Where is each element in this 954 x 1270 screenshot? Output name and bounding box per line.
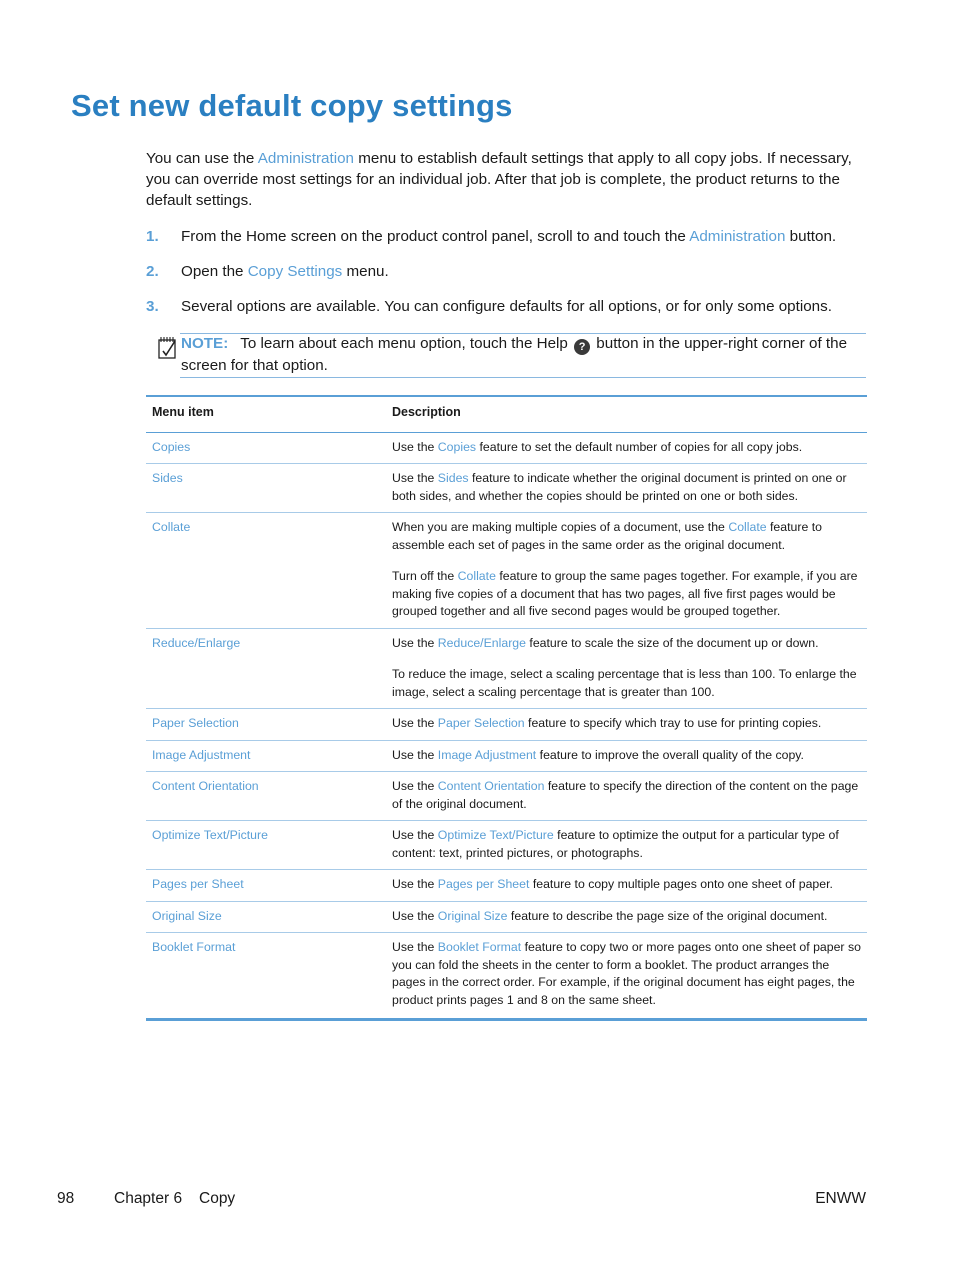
table-row xyxy=(146,464,867,513)
step-number: 3. xyxy=(146,298,159,315)
menu-item-cell[interactable]: Collate xyxy=(146,513,386,629)
description-cell xyxy=(386,513,867,629)
step-text-before: Open the xyxy=(181,263,248,280)
description-paragraph xyxy=(392,778,861,813)
description-text: Use the xyxy=(392,908,438,923)
description-paragraph xyxy=(392,939,861,1009)
description-cell xyxy=(386,821,867,870)
feature-link[interactable]: Copies xyxy=(437,439,477,454)
description-paragraph xyxy=(392,876,861,894)
description-text: feature to specify which tray to use for printing copies. xyxy=(524,716,822,730)
copy-settings-link[interactable]: Copy Settings xyxy=(247,263,343,280)
description-text: feature to optimize the output for a particular type of content: text, printed pictures, or photographs. xyxy=(392,828,839,860)
menu-item-cell[interactable]: Image Adjustment xyxy=(146,740,386,772)
feature-link[interactable]: Image Adjustment xyxy=(437,747,537,762)
menu-item-cell[interactable]: Optimize Text/Picture xyxy=(146,821,386,870)
intro-text-before: You can use the xyxy=(146,150,258,167)
table-row xyxy=(146,432,867,464)
description-text: Use the xyxy=(392,716,438,730)
description-cell xyxy=(386,464,867,513)
description-text: feature to group the same pages together. For example, if you are making five copies of a document that has two pages, all five first pages would be grouped together and all five second pages would be grouped together. xyxy=(392,569,858,618)
description-cell xyxy=(386,709,867,741)
description-text: feature to improve the overall quality of the copy. xyxy=(536,747,804,762)
description-paragraph xyxy=(392,715,861,733)
note-label: NOTE: xyxy=(181,335,229,352)
column-header-description: Description xyxy=(386,396,867,432)
menu-item-cell[interactable]: Original Size xyxy=(146,901,386,933)
help-icon: ? xyxy=(574,339,590,355)
description-text: To reduce the image, select a scaling percentage that is less than 100. To enlarge the image, select a scaling percentage that is greater than 100. xyxy=(392,667,857,699)
intro-paragraph xyxy=(146,148,861,211)
menu-item-cell[interactable]: Reduce/Enlarge xyxy=(146,628,386,709)
description-paragraph xyxy=(392,666,861,701)
step-text xyxy=(181,226,836,247)
table-row xyxy=(146,709,867,741)
description-text: Use the xyxy=(392,940,438,954)
footer-enww: ENWW xyxy=(815,1190,866,1207)
description-cell xyxy=(386,901,867,933)
step-number: 1. xyxy=(146,228,159,245)
administration-button-link[interactable]: Administration xyxy=(689,228,786,245)
menu-item-cell[interactable]: Pages per Sheet xyxy=(146,870,386,902)
description-text: Use the xyxy=(392,439,438,454)
description-text: feature to scale the size of the document up or down. xyxy=(525,635,819,650)
page-number: 98 xyxy=(57,1190,75,1207)
description-paragraph xyxy=(392,439,861,457)
description-paragraph xyxy=(392,827,861,862)
description-text: feature to indicate whether the original document is printed on one or both sides, and whether the copies should be printed on one or both sides. xyxy=(392,471,847,503)
table-row xyxy=(146,870,867,902)
feature-link[interactable]: Booklet Format xyxy=(437,940,522,954)
feature-link[interactable]: Original Size xyxy=(437,908,508,923)
description-text: feature to assemble each set of pages in the same order as the original document. xyxy=(392,520,822,552)
menu-item-cell[interactable]: Content Orientation xyxy=(146,772,386,821)
table-row xyxy=(146,628,867,709)
step-text-after: button. xyxy=(785,228,837,245)
copy-settings-table xyxy=(146,395,867,1021)
table-row xyxy=(146,740,867,772)
feature-link[interactable]: Pages per Sheet xyxy=(437,877,530,891)
description-paragraph xyxy=(392,635,861,653)
feature-link[interactable]: Collate xyxy=(457,569,496,583)
description-cell xyxy=(386,772,867,821)
description-cell xyxy=(386,933,867,1020)
menu-item-cell[interactable]: Booklet Format xyxy=(146,933,386,1020)
note-box xyxy=(146,333,866,377)
table-row xyxy=(146,772,867,821)
column-header-menu-item: Menu item xyxy=(146,396,386,432)
description-text: feature to copy multiple pages onto one sheet of paper. xyxy=(529,877,833,891)
feature-link[interactable]: Optimize Text/Picture xyxy=(437,828,554,842)
feature-link[interactable]: Sides xyxy=(437,471,469,485)
menu-item-cell[interactable]: Sides xyxy=(146,464,386,513)
feature-link[interactable]: Reduce/Enlarge xyxy=(437,635,526,650)
feature-link[interactable]: Content Orientation xyxy=(437,779,545,793)
description-text: Use the xyxy=(392,877,438,891)
table-row xyxy=(146,513,867,629)
description-paragraph xyxy=(392,470,861,505)
table-row xyxy=(146,933,867,1020)
feature-link[interactable]: Collate xyxy=(728,520,767,534)
description-cell xyxy=(386,628,867,709)
section-label: Copy xyxy=(199,1190,236,1207)
table-header-row xyxy=(146,396,867,432)
table-body xyxy=(146,432,867,1020)
menu-item-cell[interactable]: Paper Selection xyxy=(146,709,386,741)
step-number: 2. xyxy=(146,263,159,280)
description-paragraph xyxy=(392,568,861,621)
description-text: feature to specify the direction of the content on the page of the original document. xyxy=(392,779,859,811)
description-text: Use the xyxy=(392,471,438,485)
intro-text-after: menu to establish default settings that apply to all copy jobs. If necessary, you can override most settings for an individual job. After that job is complete, the product returns to the default settings. xyxy=(146,150,852,209)
description-cell xyxy=(386,870,867,902)
note-pad-icon xyxy=(157,336,179,360)
table-row xyxy=(146,821,867,870)
description-cell xyxy=(386,432,867,464)
note-text xyxy=(181,333,866,377)
description-text: When you are making multiple copies of a document, use the xyxy=(392,520,729,534)
table-row xyxy=(146,901,867,933)
feature-link[interactable]: Paper Selection xyxy=(437,716,525,730)
description-text: Use the xyxy=(392,828,438,842)
note-bottom-rule xyxy=(180,377,866,378)
description-text: feature to describe the page size of the original document. xyxy=(507,908,828,923)
description-text: Turn off the xyxy=(392,569,458,583)
description-paragraph xyxy=(392,908,861,926)
description-text: Use the xyxy=(392,635,438,650)
step-text: Several options are available. You can configure defaults for all options, or for only some options. xyxy=(181,298,832,315)
description-paragraph xyxy=(392,519,861,554)
description-paragraph xyxy=(392,747,861,765)
note-text-before: To learn about each menu option, touch the Help xyxy=(240,335,573,352)
step-text xyxy=(181,261,389,282)
step-text-after: menu. xyxy=(342,263,389,280)
description-text: Use the xyxy=(392,779,438,793)
page-title: Set new default copy settings xyxy=(71,88,513,123)
description-text: feature to set the default number of copies for all copy jobs. xyxy=(476,439,803,454)
description-cell xyxy=(386,740,867,772)
chapter-label: Chapter 6 xyxy=(114,1190,183,1207)
administration-link[interactable]: Administration xyxy=(257,150,354,167)
note-text-after: button in the upper-right corner of the screen for that option. xyxy=(181,335,848,374)
description-text: feature to copy two or more pages onto one sheet of paper so you can fold the sheets in the center to form a booklet. The product arranges the pages in the correct order. For example, if the original document has eight pages, the product prints pages 1 and 8 on the same sheet. xyxy=(392,940,861,1007)
menu-item-cell[interactable]: Copies xyxy=(146,432,386,464)
step-text-before: From the Home screen on the product control panel, scroll to and touch the xyxy=(181,228,690,245)
description-text: Use the xyxy=(392,747,438,762)
